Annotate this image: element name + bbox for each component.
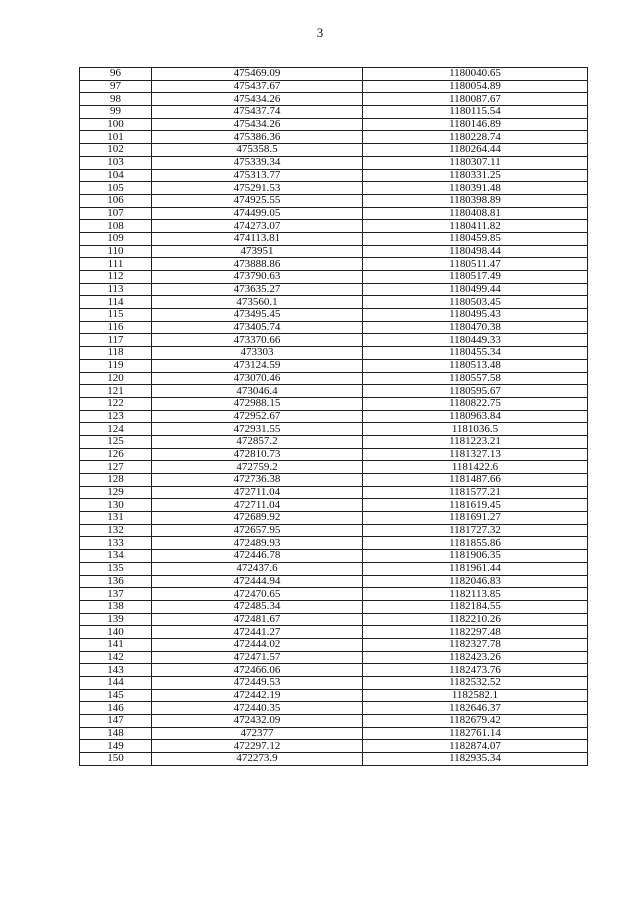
coordinates-table-body	[80, 68, 588, 766]
table-row	[80, 410, 588, 423]
y-coordinate-cell: 1180513.48	[363, 359, 588, 372]
y-coordinate-cell: 1180503.45	[363, 296, 588, 309]
point-number-cell: 139	[80, 613, 152, 626]
x-coordinate-cell: 472657.95	[152, 524, 363, 537]
x-coordinate-cell: 472441.27	[152, 626, 363, 639]
x-coordinate-cell: 472711.04	[152, 499, 363, 512]
point-number-cell: 115	[80, 309, 152, 322]
x-coordinate-cell: 473405.74	[152, 321, 363, 334]
x-coordinate-cell: 472297.12	[152, 740, 363, 753]
y-coordinate-cell: 1182874.07	[363, 740, 588, 753]
y-coordinate-cell: 1182210.26	[363, 613, 588, 626]
x-coordinate-cell: 473790.63	[152, 271, 363, 284]
point-number-cell: 113	[80, 283, 152, 296]
y-coordinate-cell: 1180040.65	[363, 68, 588, 81]
y-coordinate-cell: 1180408.81	[363, 207, 588, 220]
y-coordinate-cell: 1180470.38	[363, 321, 588, 334]
table-row	[80, 80, 588, 93]
x-coordinate-cell: 475437.74	[152, 106, 363, 119]
table-row	[80, 740, 588, 753]
table-row	[80, 156, 588, 169]
x-coordinate-cell: 472449.53	[152, 677, 363, 690]
point-number-cell: 126	[80, 448, 152, 461]
x-coordinate-cell: 473070.46	[152, 372, 363, 385]
point-number-cell: 124	[80, 423, 152, 436]
x-coordinate-cell: 474273.07	[152, 220, 363, 233]
table-row	[80, 118, 588, 131]
x-coordinate-cell: 475469.09	[152, 68, 363, 81]
point-number-cell: 130	[80, 499, 152, 512]
x-coordinate-cell: 473951	[152, 245, 363, 258]
x-coordinate-cell: 472377	[152, 727, 363, 740]
point-number-cell: 122	[80, 397, 152, 410]
x-coordinate-cell: 472931.55	[152, 423, 363, 436]
x-coordinate-cell: 473124.59	[152, 359, 363, 372]
x-coordinate-cell: 473888.86	[152, 258, 363, 271]
y-coordinate-cell: 1180557.58	[363, 372, 588, 385]
y-coordinate-cell: 1181855.86	[363, 537, 588, 550]
x-coordinate-cell: 473560.1	[152, 296, 363, 309]
table-row	[80, 232, 588, 245]
table-row	[80, 613, 588, 626]
point-number-cell: 136	[80, 575, 152, 588]
table-row	[80, 194, 588, 207]
table-row	[80, 664, 588, 677]
point-number-cell: 123	[80, 410, 152, 423]
table-row	[80, 702, 588, 715]
point-number-cell: 97	[80, 80, 152, 93]
table-row	[80, 499, 588, 512]
y-coordinate-cell: 1181619.45	[363, 499, 588, 512]
y-coordinate-cell: 1181422.6	[363, 461, 588, 474]
x-coordinate-cell: 475339.34	[152, 156, 363, 169]
x-coordinate-cell: 475437.67	[152, 80, 363, 93]
y-coordinate-cell: 1180459.85	[363, 232, 588, 245]
y-coordinate-cell: 1180511.47	[363, 258, 588, 271]
y-coordinate-cell: 1182113.85	[363, 588, 588, 601]
point-number-cell: 119	[80, 359, 152, 372]
x-coordinate-cell: 473303	[152, 347, 363, 360]
point-number-cell: 149	[80, 740, 152, 753]
table-row	[80, 689, 588, 702]
x-coordinate-cell: 472489.93	[152, 537, 363, 550]
x-coordinate-cell: 472810.73	[152, 448, 363, 461]
x-coordinate-cell: 474499.05	[152, 207, 363, 220]
point-number-cell: 116	[80, 321, 152, 334]
point-number-cell: 131	[80, 512, 152, 525]
table-row	[80, 271, 588, 284]
y-coordinate-cell: 1181577.21	[363, 486, 588, 499]
table-row	[80, 347, 588, 360]
table-row	[80, 93, 588, 106]
x-coordinate-cell: 475386.36	[152, 131, 363, 144]
y-coordinate-cell: 1182297.48	[363, 626, 588, 639]
table-row	[80, 359, 588, 372]
table-row	[80, 423, 588, 436]
y-coordinate-cell: 1182532.52	[363, 677, 588, 690]
y-coordinate-cell: 1180054.89	[363, 80, 588, 93]
y-coordinate-cell: 1182046.83	[363, 575, 588, 588]
y-coordinate-cell: 1180449.33	[363, 334, 588, 347]
table-row	[80, 524, 588, 537]
table-row	[80, 562, 588, 575]
y-coordinate-cell: 1180499.44	[363, 283, 588, 296]
point-number-cell: 105	[80, 182, 152, 195]
x-coordinate-cell: 472444.02	[152, 638, 363, 651]
x-coordinate-cell: 472759.2	[152, 461, 363, 474]
y-coordinate-cell: 1181327.13	[363, 448, 588, 461]
y-coordinate-cell: 1180963.84	[363, 410, 588, 423]
page-number: 3	[316, 25, 324, 40]
point-number-cell: 146	[80, 702, 152, 715]
table-row	[80, 461, 588, 474]
y-coordinate-cell: 1180398.89	[363, 194, 588, 207]
table-row	[80, 131, 588, 144]
table-row	[80, 588, 588, 601]
point-number-cell: 128	[80, 474, 152, 487]
y-coordinate-cell: 1180264.44	[363, 144, 588, 157]
point-number-cell: 120	[80, 372, 152, 385]
point-number-cell: 121	[80, 385, 152, 398]
point-number-cell: 111	[80, 258, 152, 271]
point-number-cell: 142	[80, 651, 152, 664]
point-number-cell: 148	[80, 727, 152, 740]
table-row	[80, 753, 588, 766]
x-coordinate-cell: 473046.4	[152, 385, 363, 398]
table-row	[80, 512, 588, 525]
y-coordinate-cell: 1182679.42	[363, 715, 588, 728]
x-coordinate-cell: 472466.06	[152, 664, 363, 677]
table-row	[80, 448, 588, 461]
point-number-cell: 127	[80, 461, 152, 474]
y-coordinate-cell: 1180822.75	[363, 397, 588, 410]
y-coordinate-cell: 1180517.49	[363, 271, 588, 284]
table-row	[80, 677, 588, 690]
y-coordinate-cell: 1181906.35	[363, 550, 588, 563]
point-number-cell: 96	[80, 68, 152, 81]
table-row	[80, 334, 588, 347]
y-coordinate-cell: 1181727.32	[363, 524, 588, 537]
x-coordinate-cell: 473635.27	[152, 283, 363, 296]
point-number-cell: 114	[80, 296, 152, 309]
point-number-cell: 138	[80, 600, 152, 613]
x-coordinate-cell: 472444.94	[152, 575, 363, 588]
x-coordinate-cell: 472988.15	[152, 397, 363, 410]
point-number-cell: 144	[80, 677, 152, 690]
x-coordinate-cell: 472481.67	[152, 613, 363, 626]
y-coordinate-cell: 1181223.21	[363, 435, 588, 448]
table-row	[80, 727, 588, 740]
point-number-cell: 98	[80, 93, 152, 106]
x-coordinate-cell: 472689.92	[152, 512, 363, 525]
point-number-cell: 145	[80, 689, 152, 702]
x-coordinate-cell: 473370.66	[152, 334, 363, 347]
y-coordinate-cell: 1180307.11	[363, 156, 588, 169]
table-row	[80, 385, 588, 398]
table-row	[80, 474, 588, 487]
table-row	[80, 537, 588, 550]
y-coordinate-cell: 1181691.27	[363, 512, 588, 525]
point-number-cell: 117	[80, 334, 152, 347]
table-row	[80, 220, 588, 233]
point-number-cell: 100	[80, 118, 152, 131]
table-row	[80, 182, 588, 195]
table-row	[80, 550, 588, 563]
point-number-cell: 134	[80, 550, 152, 563]
table-row	[80, 397, 588, 410]
table-row	[80, 321, 588, 334]
y-coordinate-cell: 1182935.34	[363, 753, 588, 766]
point-number-cell: 147	[80, 715, 152, 728]
x-coordinate-cell: 472442.19	[152, 689, 363, 702]
table-row	[80, 435, 588, 448]
x-coordinate-cell: 475358.5	[152, 144, 363, 157]
point-number-cell: 133	[80, 537, 152, 550]
x-coordinate-cell: 474113.81	[152, 232, 363, 245]
y-coordinate-cell: 1180146.89	[363, 118, 588, 131]
table-row	[80, 169, 588, 182]
y-coordinate-cell: 1182761.14	[363, 727, 588, 740]
point-number-cell: 140	[80, 626, 152, 639]
y-coordinate-cell: 1182582.1	[363, 689, 588, 702]
table-row	[80, 144, 588, 157]
point-number-cell: 125	[80, 435, 152, 448]
table-row	[80, 106, 588, 119]
y-coordinate-cell: 1180087.67	[363, 93, 588, 106]
x-coordinate-cell: 472273.9	[152, 753, 363, 766]
table-row	[80, 486, 588, 499]
y-coordinate-cell: 1182423.26	[363, 651, 588, 664]
table-row	[80, 600, 588, 613]
table-row	[80, 372, 588, 385]
x-coordinate-cell: 475434.26	[152, 118, 363, 131]
y-coordinate-cell: 1181961.44	[363, 562, 588, 575]
table-row	[80, 626, 588, 639]
x-coordinate-cell: 472485.34	[152, 600, 363, 613]
x-coordinate-cell: 472446.78	[152, 550, 363, 563]
point-number-cell: 99	[80, 106, 152, 119]
point-number-cell: 109	[80, 232, 152, 245]
x-coordinate-cell: 474925.55	[152, 194, 363, 207]
point-number-cell: 110	[80, 245, 152, 258]
point-number-cell: 143	[80, 664, 152, 677]
y-coordinate-cell: 1180495.43	[363, 309, 588, 322]
y-coordinate-cell: 1182473.76	[363, 664, 588, 677]
x-coordinate-cell: 475291.53	[152, 182, 363, 195]
y-coordinate-cell: 1180391.48	[363, 182, 588, 195]
y-coordinate-cell: 1180228.74	[363, 131, 588, 144]
table-row	[80, 575, 588, 588]
y-coordinate-cell: 1180331.25	[363, 169, 588, 182]
point-number-cell: 129	[80, 486, 152, 499]
table-row	[80, 296, 588, 309]
coordinates-table	[79, 67, 588, 766]
table-row	[80, 207, 588, 220]
table-row	[80, 68, 588, 81]
x-coordinate-cell: 472471.57	[152, 651, 363, 664]
x-coordinate-cell: 472736.38	[152, 474, 363, 487]
point-number-cell: 112	[80, 271, 152, 284]
point-number-cell: 107	[80, 207, 152, 220]
table-row	[80, 651, 588, 664]
point-number-cell: 132	[80, 524, 152, 537]
y-coordinate-cell: 1181036.5	[363, 423, 588, 436]
y-coordinate-cell: 1180455.34	[363, 347, 588, 360]
table-row	[80, 638, 588, 651]
x-coordinate-cell: 472952.67	[152, 410, 363, 423]
x-coordinate-cell: 475434.26	[152, 93, 363, 106]
table-row	[80, 715, 588, 728]
point-number-cell: 135	[80, 562, 152, 575]
y-coordinate-cell: 1182646.37	[363, 702, 588, 715]
point-number-cell: 101	[80, 131, 152, 144]
x-coordinate-cell: 472711.04	[152, 486, 363, 499]
x-coordinate-cell: 475313.77	[152, 169, 363, 182]
point-number-cell: 103	[80, 156, 152, 169]
x-coordinate-cell: 473495.45	[152, 309, 363, 322]
y-coordinate-cell: 1182327.78	[363, 638, 588, 651]
y-coordinate-cell: 1180411.82	[363, 220, 588, 233]
table-row	[80, 283, 588, 296]
table-row	[80, 258, 588, 271]
y-coordinate-cell: 1180595.67	[363, 385, 588, 398]
x-coordinate-cell: 472437.6	[152, 562, 363, 575]
x-coordinate-cell: 472440.35	[152, 702, 363, 715]
y-coordinate-cell: 1181487.66	[363, 474, 588, 487]
x-coordinate-cell: 472857.2	[152, 435, 363, 448]
point-number-cell: 141	[80, 638, 152, 651]
y-coordinate-cell: 1182184.55	[363, 600, 588, 613]
point-number-cell: 106	[80, 194, 152, 207]
point-number-cell: 118	[80, 347, 152, 360]
point-number-cell: 108	[80, 220, 152, 233]
y-coordinate-cell: 1180115.54	[363, 106, 588, 119]
point-number-cell: 150	[80, 753, 152, 766]
table-row	[80, 245, 588, 258]
point-number-cell: 104	[80, 169, 152, 182]
y-coordinate-cell: 1180498.44	[363, 245, 588, 258]
x-coordinate-cell: 472470.65	[152, 588, 363, 601]
x-coordinate-cell: 472432.09	[152, 715, 363, 728]
point-number-cell: 102	[80, 144, 152, 157]
table-row	[80, 309, 588, 322]
point-number-cell: 137	[80, 588, 152, 601]
